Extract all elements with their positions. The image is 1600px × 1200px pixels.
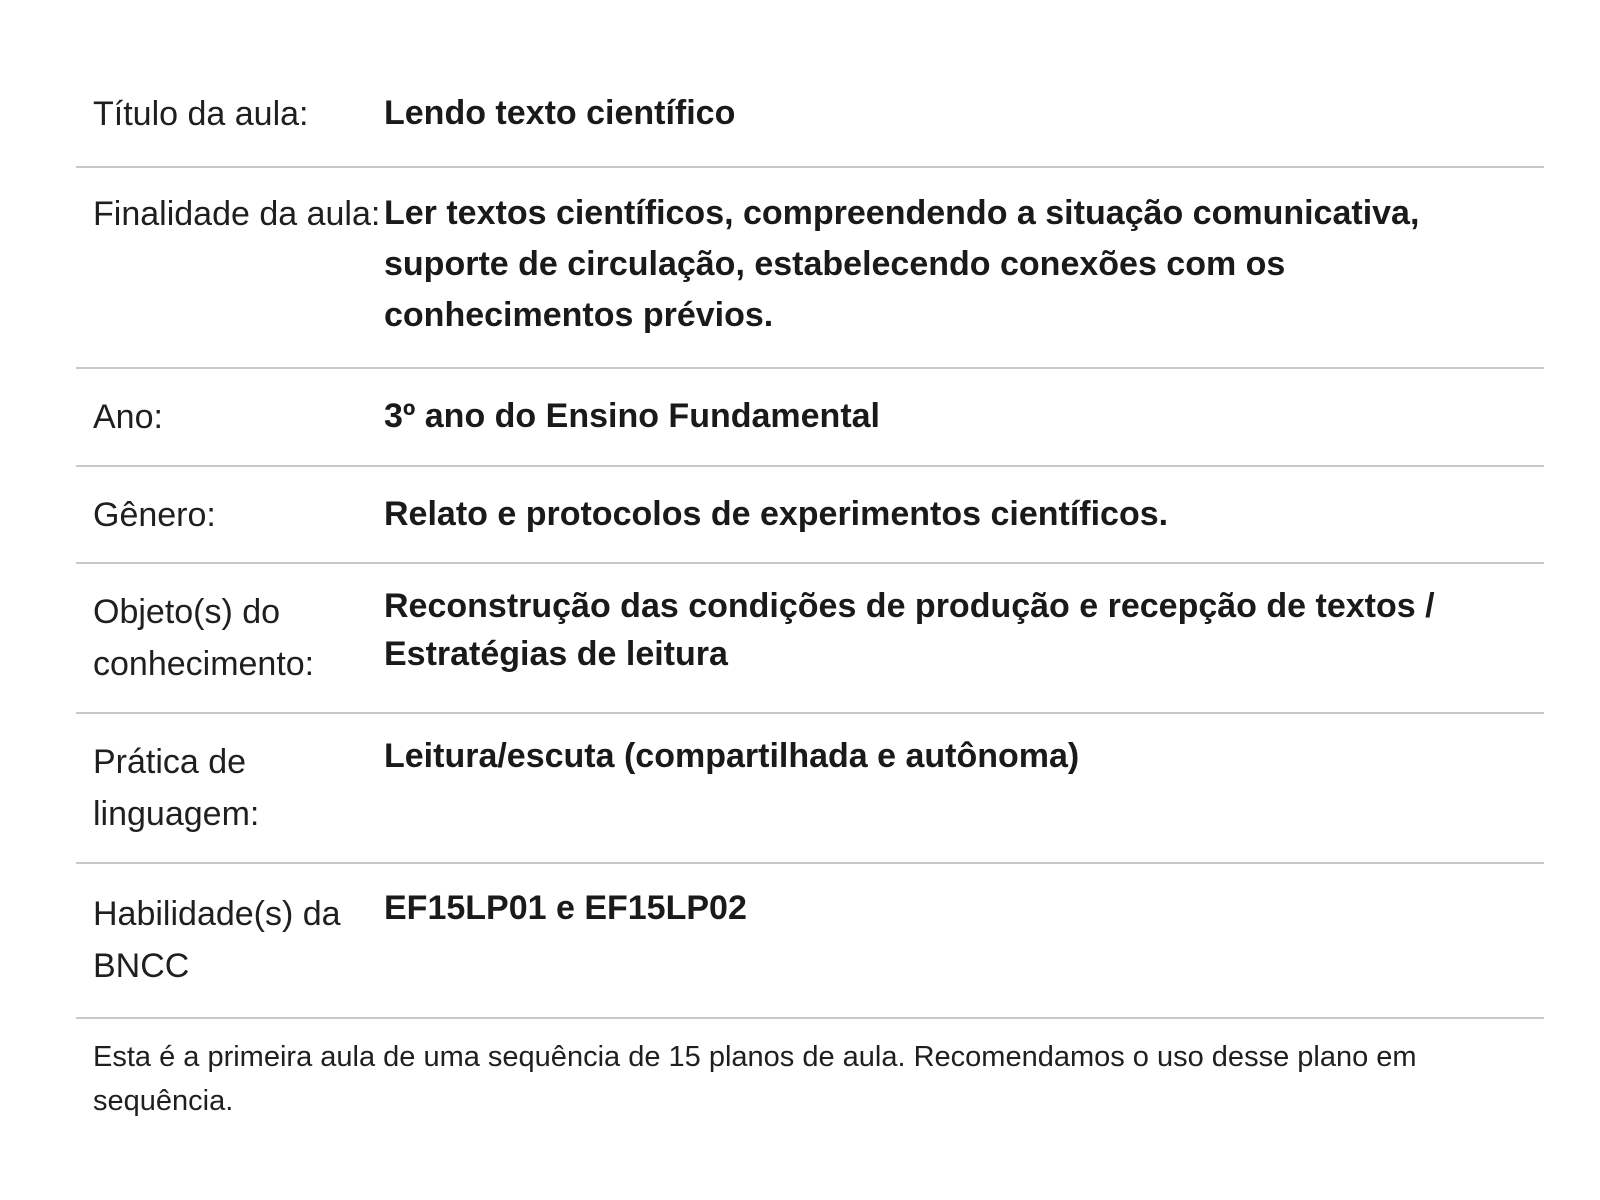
- row-bncc-skills: [76, 864, 1544, 1019]
- bncc-skills-value: EF15LP01 e EF15LP02: [384, 889, 747, 927]
- bncc-skills-label: Habilidade(s) da BNCC: [93, 895, 341, 985]
- knowledge-objects-label: Objeto(s) do conhecimento:: [93, 593, 315, 683]
- row-school-year: [76, 369, 1544, 467]
- row-language-practice: [76, 714, 1544, 864]
- school-year-value: 3º ano do Ensino Fundamental: [384, 397, 881, 435]
- sequence-note: Esta é a primeira aula de uma sequência de 15 planos de aula. Recomendamos o uso desse plano em sequência.: [93, 1041, 1417, 1117]
- language-practice-label: Prática de linguagem:: [93, 743, 260, 833]
- lesson-purpose-value: Ler textos científicos, compreendendo a situação comunicativa, suporte de circulação, estabelecendo conexões com os conhecimentos prévios.: [384, 194, 1420, 334]
- genre-value: Relato e protocolos de experimentos científicos.: [384, 495, 1169, 533]
- row-lesson-title: [76, 66, 1544, 168]
- lesson-title-value: Lendo texto científico: [384, 94, 736, 132]
- school-year-label: Ano:: [93, 398, 163, 436]
- language-practice-value: Leitura/escuta (compartilhada e autônoma): [384, 737, 1080, 775]
- lesson-title-label: Título da aula:: [93, 95, 309, 133]
- lesson-plan-table: [76, 66, 1544, 1123]
- row-lesson-purpose: [76, 168, 1544, 369]
- row-genre: [76, 467, 1544, 564]
- lesson-purpose-label: Finalidade da aula:: [93, 195, 381, 233]
- row-knowledge-objects: [76, 564, 1544, 714]
- genre-label: Gênero:: [93, 496, 216, 534]
- knowledge-objects-value: Reconstrução das condições de produção e recepção de textos / Estratégias de leitura: [384, 587, 1435, 673]
